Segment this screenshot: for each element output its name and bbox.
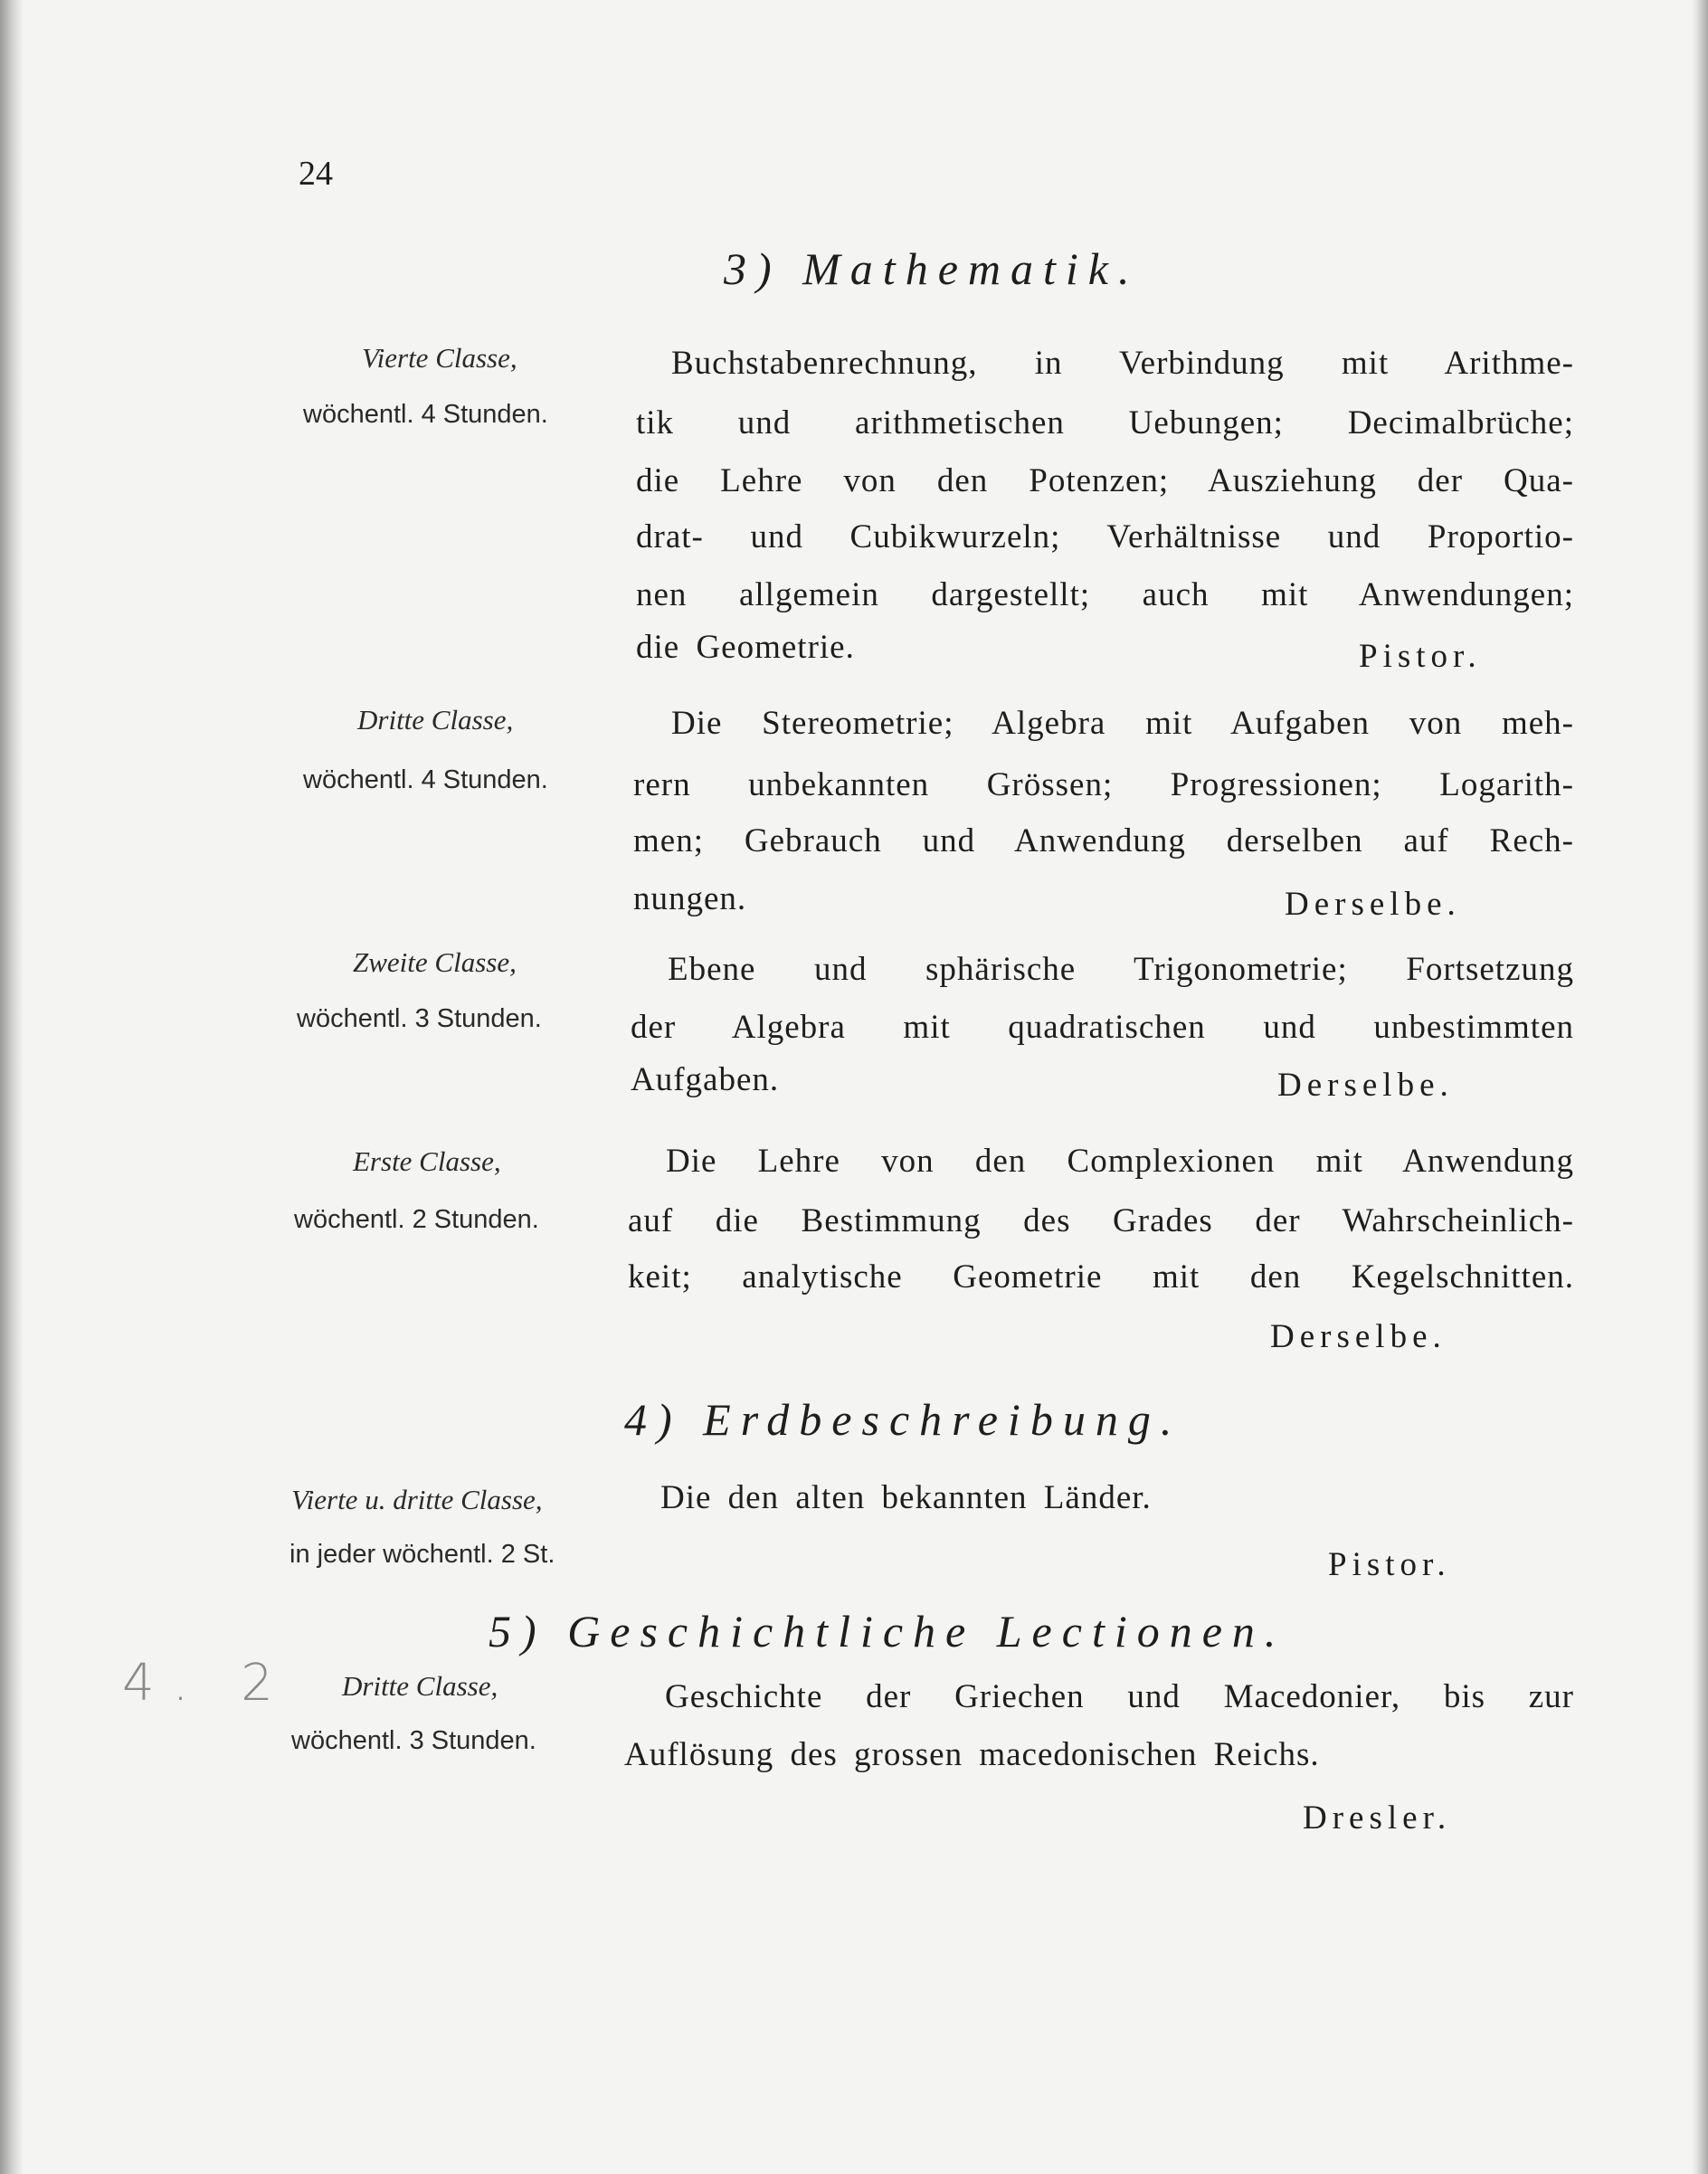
author-derselbe: Derselbe. bbox=[1270, 1318, 1447, 1355]
hours-label-dritte: wöchentl. 3 Stunden. bbox=[291, 1726, 536, 1755]
hours-label-dritte: wöchentl. 4 Stunden. bbox=[303, 765, 548, 794]
author-derselbe: Derselbe. bbox=[1277, 1067, 1454, 1104]
hours-label-vierte: wöchentl. 4 Stunden. bbox=[303, 400, 548, 429]
author-dresler: Dresler. bbox=[1303, 1799, 1452, 1837]
section-heading-erdbeschreibung: 4) Erdbeschreibung. bbox=[624, 1394, 1182, 1445]
author-derselbe: Derselbe. bbox=[1285, 886, 1461, 923]
page-shadow-left bbox=[0, 0, 24, 2174]
text-line: auf die Bestimmung des Grades der Wahrscheinlich- bbox=[628, 1202, 1574, 1239]
section-heading-mathematik: 3) Mathematik. bbox=[724, 243, 1140, 294]
class-label-erste: Erste Classe, bbox=[353, 1145, 501, 1177]
text-line: drat- und Cubikwurzeln; Verhältnisse und Proportio- bbox=[636, 518, 1574, 555]
class-label-dritte: Dritte Classe, bbox=[357, 704, 514, 736]
text-line: keit; analytische Geometrie mit den Kegelschnitten. bbox=[628, 1258, 1574, 1296]
text-line: Auflösung des grossen macedonischen Reichs. bbox=[624, 1736, 1320, 1773]
page-shadow-right bbox=[1692, 0, 1708, 2174]
text-line: Die Stereometrie; Algebra mit Aufgaben von meh- bbox=[671, 705, 1574, 742]
text-line: nen allgemein dargestellt; auch mit Anwendungen; bbox=[636, 576, 1574, 613]
text-line: die Lehre von den Potenzen; Ausziehung der Qua- bbox=[636, 462, 1574, 499]
text-line: die Geometrie. bbox=[636, 629, 855, 666]
class-label-dritte: Dritte Classe, bbox=[342, 1670, 498, 1702]
text-line: Die den alten bekannten Länder. bbox=[660, 1479, 1152, 1516]
text-line: rern unbekannten Grössen; Progressionen; Logarith- bbox=[633, 766, 1574, 803]
text-line: men; Gebrauch und Anwendung derselben auf Rech- bbox=[633, 822, 1574, 859]
text-line: tik und arithmetischen Uebungen; Decimalbrüche; bbox=[636, 404, 1574, 441]
hours-label-erste: wöchentl. 2 Stunden. bbox=[294, 1205, 539, 1234]
text-line: der Algebra mit quadratischen und unbestimmten bbox=[631, 1009, 1574, 1046]
text-line: Buchstabenrechnung, in Verbindung mit Arithme- bbox=[671, 345, 1574, 382]
author-pistor: Pistor. bbox=[1359, 638, 1482, 675]
author-pistor: Pistor. bbox=[1328, 1546, 1451, 1583]
text-line: Aufgaben. bbox=[631, 1061, 780, 1098]
section-heading-geschichtliche-lectionen: 5) Geschichtliche Lectionen. bbox=[489, 1606, 1286, 1657]
class-label-zweite: Zweite Classe, bbox=[353, 946, 517, 978]
class-label-vierte-dritte: Vierte u. dritte Classe, bbox=[291, 1484, 543, 1515]
text-line: Die Lehre von den Complexionen mit Anwendung bbox=[666, 1143, 1574, 1180]
page-number: 24 bbox=[299, 155, 333, 193]
hours-label-zweite: wöchentl. 3 Stunden. bbox=[297, 1004, 542, 1033]
hours-label-vierte-dritte: in jeder wöchentl. 2 St. bbox=[289, 1540, 555, 1569]
text-line: Geschichte der Griechen und Macedonier, bis zur bbox=[665, 1678, 1574, 1715]
handwritten-note: 4. 2 bbox=[122, 1654, 291, 1713]
text-line: Ebene und sphärische Trigonometrie; Fortsetzung bbox=[668, 951, 1574, 988]
text-line: nungen. bbox=[633, 880, 747, 917]
class-label-vierte: Vierte Classe, bbox=[362, 342, 517, 374]
